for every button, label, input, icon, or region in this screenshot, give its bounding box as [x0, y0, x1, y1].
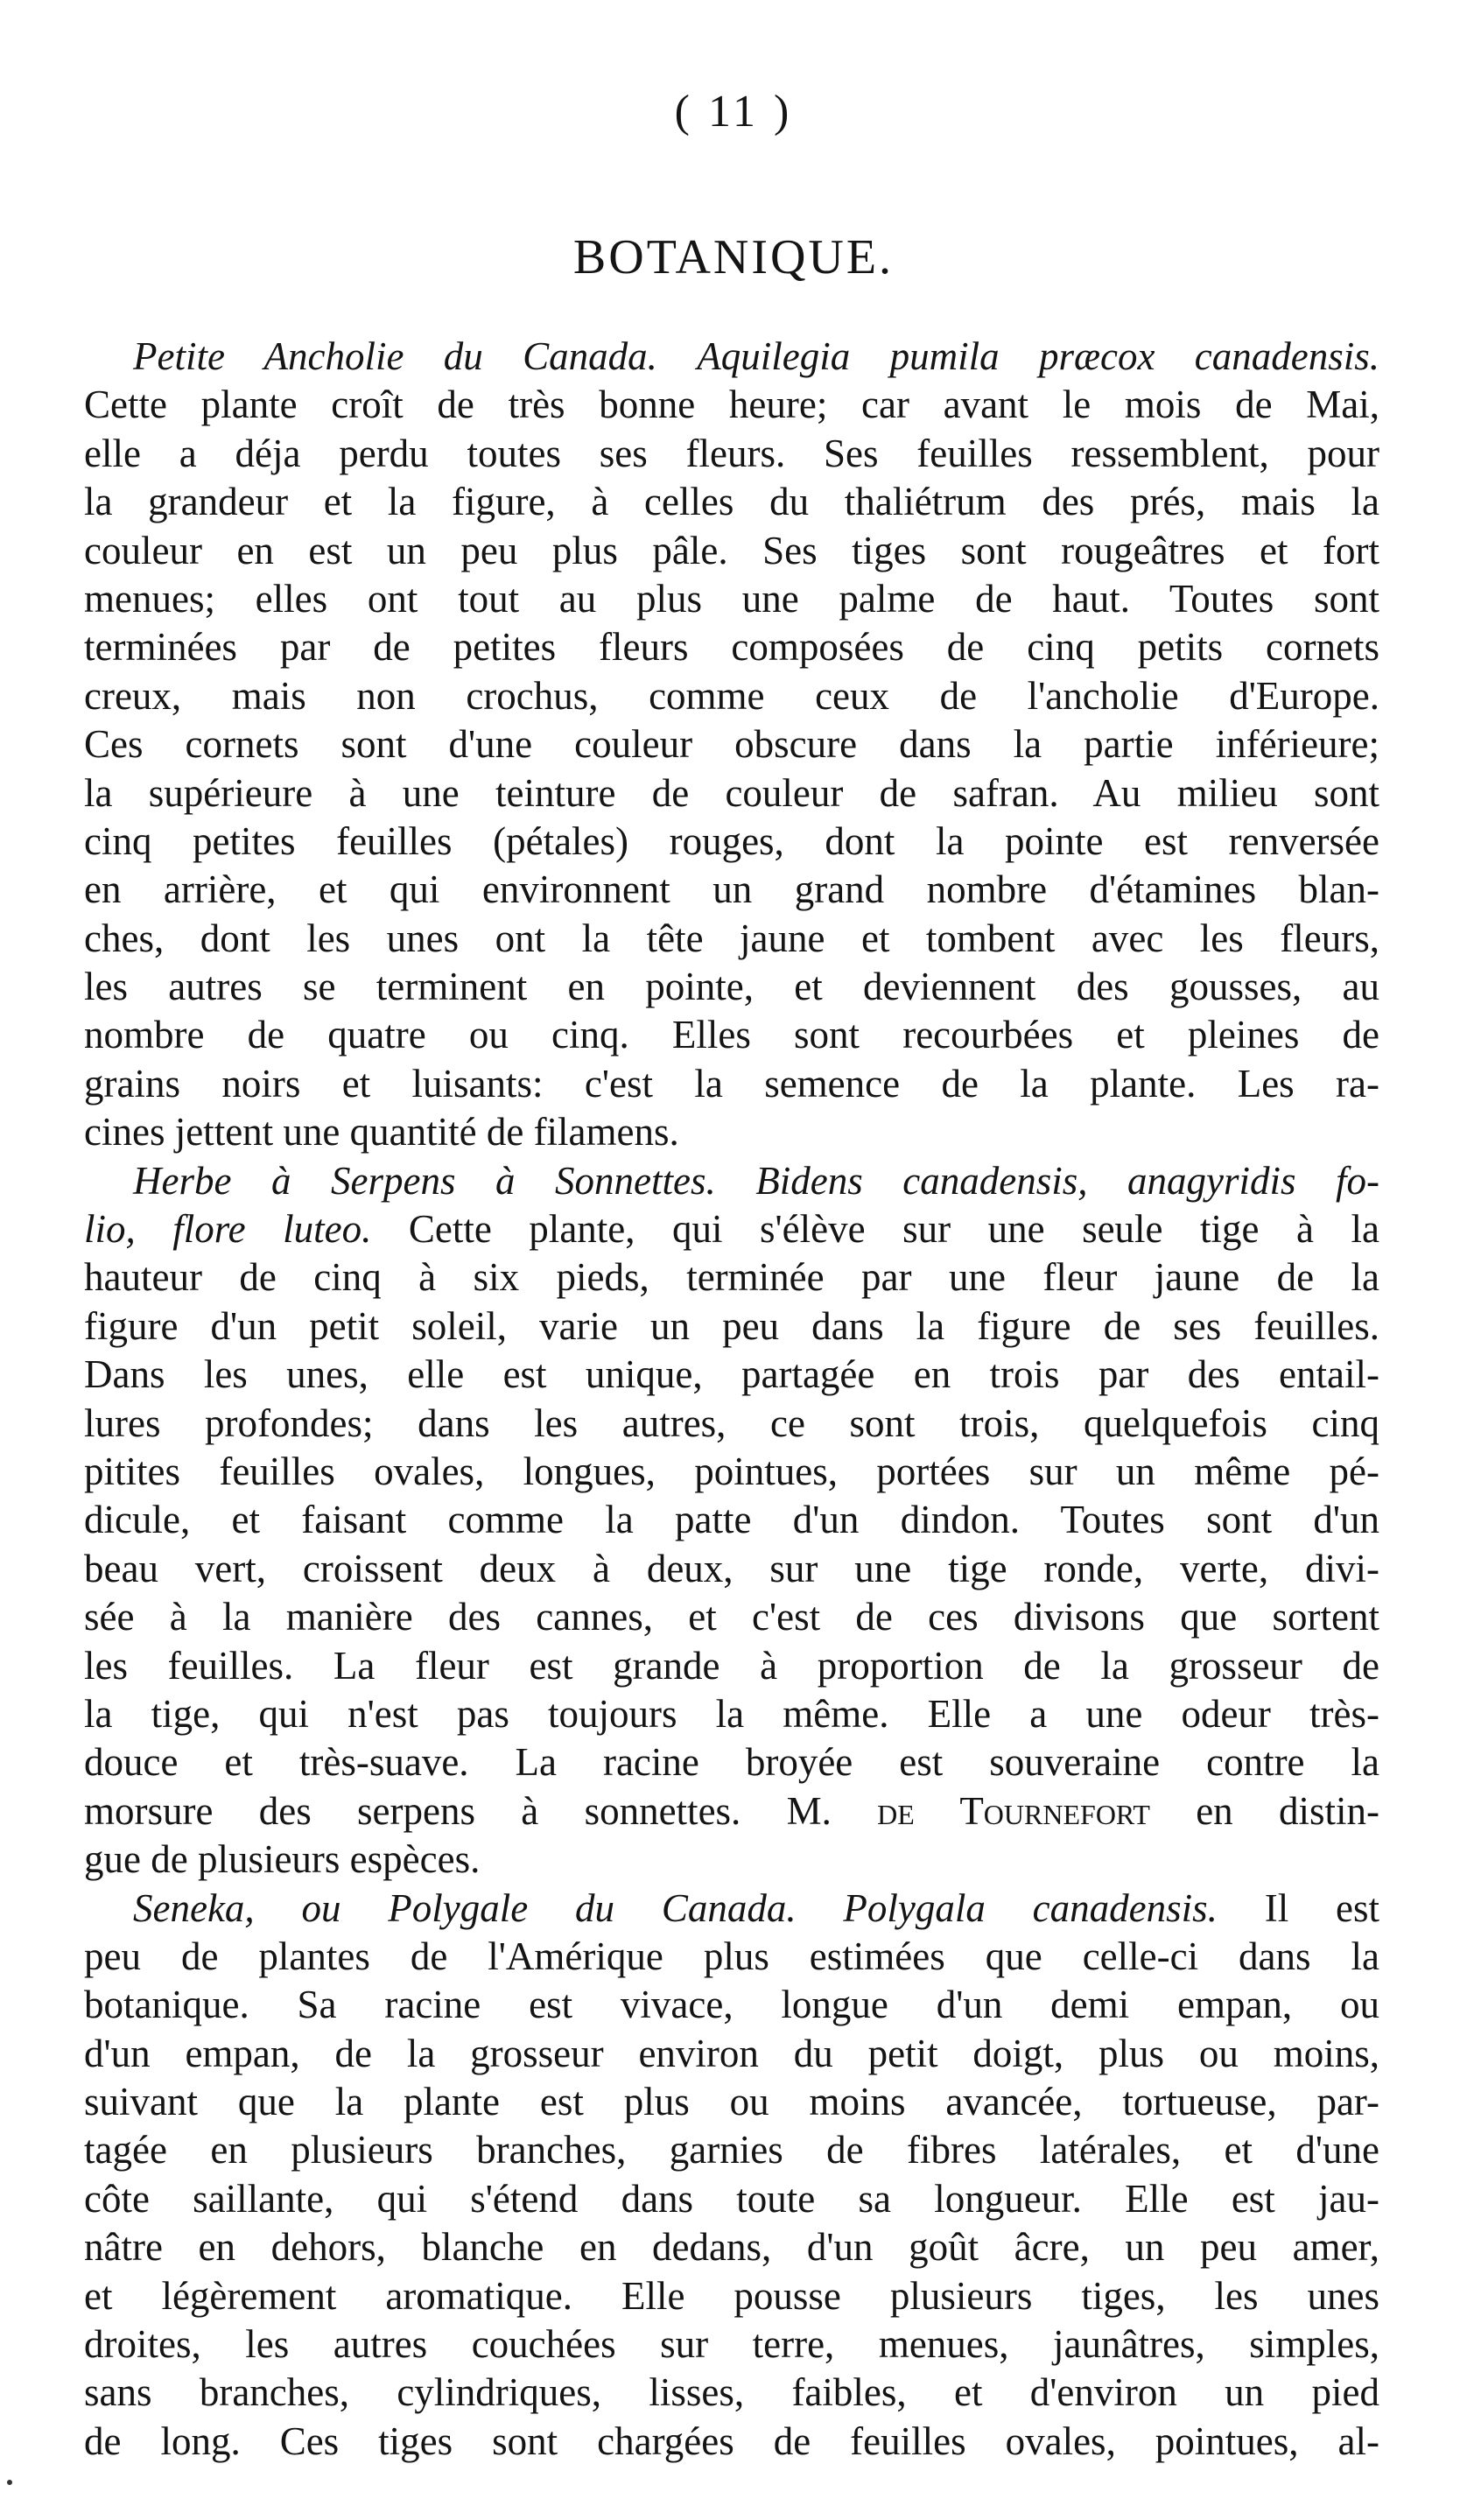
text-line	[84, 2030, 1379, 2078]
text-run: lures profondes; dans les autres, ce sont trois, quelquefois cinq	[84, 1400, 1379, 1445]
text-run: Ces cornets sont d'une couleur obscure dans la partie inférieure;	[84, 722, 1379, 767]
text-run: côte saillante, qui s'étend dans toute sa longueur. Elle est jau-	[84, 2176, 1379, 2221]
text-run: suivant que la plante est plus ou moins avancée, tortueuse, par-	[84, 2080, 1379, 2124]
text-run: hauteur de cinq à six pieds, terminée par une fleur jaune de la	[84, 1255, 1379, 1300]
text-line	[84, 1885, 1379, 1933]
text-line	[84, 2320, 1379, 2369]
text-line	[84, 527, 1379, 575]
text-run: peu de plantes de l'Amérique plus estimées que celle-ci dans la	[84, 1934, 1379, 1978]
text-line	[84, 430, 1379, 478]
text-line	[84, 1351, 1379, 1399]
text-run: en arrière, et qui environnent un grand nombre d'étamines blan-	[84, 867, 1379, 912]
text-line	[84, 1448, 1379, 1496]
italic-text-run: Bidens canadensis, anagyridis fo-	[755, 1158, 1379, 1203]
text-run: droites, les autres couchées sur terre, menues, jaunâtres, simples,	[84, 2322, 1379, 2367]
text-run: de long. Ces tiges sont chargées de feuilles ovales, pointues, al-	[84, 2418, 1379, 2463]
text-line	[84, 1981, 1379, 2029]
text-line	[84, 769, 1379, 818]
text-line	[84, 1302, 1379, 1351]
page-speck-mark	[7, 2480, 12, 2485]
text-run: Dans les unes, elle est unique, partagée en trois par des entail-	[84, 1352, 1379, 1397]
text-run: la supérieure à une teinture de couleur de safran. Au milieu sont	[84, 770, 1379, 815]
italic-text-run: Herbe à Serpens à Sonnettes.	[133, 1158, 716, 1203]
text-run: beau vert, croissent deux à deux, sur une tige ronde, verte, divi-	[84, 1546, 1379, 1590]
small-caps-name: de Tournefort	[877, 1788, 1150, 1833]
text-line	[84, 1060, 1379, 1108]
italic-text-run: lio, flore luteo.	[84, 1207, 372, 1252]
text-line	[84, 1642, 1379, 1690]
text-run: sée à la manière des cannes, et c'est de ces divisons que sortent	[84, 1595, 1379, 1639]
text-line	[84, 672, 1379, 720]
text-line	[84, 720, 1379, 769]
text-run: douce et très-suave. La racine broyée est souveraine contre la	[84, 1740, 1379, 1785]
text-line	[84, 1933, 1379, 1981]
text-line	[84, 2126, 1379, 2174]
text-run: les feuilles. La fleur est grande à proportion de la grosseur de	[84, 1643, 1379, 1688]
text-run: sans branches, cylindriques, lisses, faibles, et d'environ un pied	[84, 2370, 1379, 2415]
text-run: Cette plante, qui s'élève sur une seule tige à la	[371, 1207, 1379, 1252]
text-line	[84, 963, 1379, 1011]
section-title: BOTANIQUE.	[572, 230, 895, 284]
text-line	[84, 478, 1379, 526]
text-line	[84, 1836, 1379, 1884]
text-run: les autres se terminent en pointe, et deviennent des gousses, au	[84, 965, 1379, 1009]
text-run: botanique. Sa racine est vivace, longue d'un demi empan, ou	[84, 1983, 1379, 2027]
text-line	[84, 1496, 1379, 1544]
text-line	[84, 2175, 1379, 2223]
text-line	[84, 2078, 1379, 2126]
text-line	[84, 1690, 1379, 1738]
text-line	[84, 1253, 1379, 1302]
text-run: pitites feuilles ovales, longues, pointues, portées sur un même pé-	[84, 1449, 1379, 1493]
text-run: grains noirs et luisants: c'est la semence de la plante. Les ra-	[84, 1061, 1379, 1106]
text-run: Il est	[1217, 1885, 1379, 1930]
text-run: la grandeur et la figure, à celles du thaliétrum des prés, mais la	[84, 480, 1379, 524]
text-run: d'un empan, de la grosseur environ du petit doigt, plus ou moins,	[84, 2031, 1379, 2075]
text-run: creux, mais non crochus, comme ceux de l'ancholie d'Europe.	[84, 673, 1379, 718]
italic-text-run: Aquilegia pumila præcox canadensis.	[697, 334, 1379, 378]
text-line	[84, 2223, 1379, 2271]
text-run: Cette plante croît de très bonne heure; car avant le mois de Mai,	[84, 383, 1379, 427]
text-run: tagée en plusieurs branches, garnies de fibres latérales, et d'une	[84, 2128, 1379, 2173]
text-run: menues; elles ont tout au plus une palme de haut. Toutes sont	[84, 576, 1379, 621]
text-run: figure d'un petit soleil, varie un peu dans la figure de ses feuilles.	[84, 1303, 1379, 1348]
text-run: la tige, qui n'est pas toujours la même. Elle a une odeur très-	[84, 1691, 1379, 1736]
text-line	[84, 2418, 1379, 2466]
text-line	[84, 1738, 1379, 1786]
text-line	[84, 2272, 1379, 2320]
text-run: gue de plusieurs espèces.	[84, 1837, 481, 1882]
italic-text-run: Seneka, ou Polygale du Canada.	[133, 1885, 797, 1930]
body-text	[84, 333, 1379, 2466]
text-run	[797, 1886, 844, 1930]
text-run	[716, 1159, 756, 1203]
text-run: cinq petites feuilles (pétales) rouges, dont la pointe est renversée	[84, 818, 1379, 863]
text-line	[84, 1205, 1379, 1253]
text-line	[84, 623, 1379, 671]
text-line	[84, 575, 1379, 623]
text-line	[84, 1108, 1379, 1156]
text-run: ches, dont les unes ont la tête jaune et tombent avec les fleurs,	[84, 916, 1379, 960]
text-run: et légèrement aromatique. Elle pousse plusieurs tiges, les unes	[84, 2273, 1379, 2318]
text-line	[84, 1593, 1379, 1641]
text-line	[84, 1400, 1379, 1448]
text-run: nâtre en dehors, blanche en dedans, d'un goût âcre, un peu amer,	[84, 2225, 1379, 2270]
text-line	[84, 866, 1379, 914]
text-run	[657, 334, 697, 378]
text-line	[84, 1011, 1379, 1059]
text-run: morsure des serpens à sonnettes. M.	[84, 1788, 878, 1833]
text-run: terminées par de petites fleurs composées de cinq petits cornets	[84, 625, 1379, 670]
text-line	[84, 915, 1379, 963]
text-line	[84, 1545, 1379, 1593]
text-run: couleur en est un peu plus pâle. Ses tiges sont rougeâtres et fort	[84, 528, 1379, 572]
text-line	[84, 2369, 1379, 2417]
text-line	[84, 1787, 1379, 1836]
text-run: cines jettent une quantité de filamens.	[84, 1110, 679, 1155]
text-line	[84, 381, 1379, 429]
text-run: dicule, et faisant comme la patte d'un dindon. Toutes sont d'un	[84, 1498, 1379, 1542]
text-line	[84, 333, 1379, 381]
text-run: nombre de quatre ou cinq. Elles sont recourbées et pleines de	[84, 1013, 1379, 1057]
text-run: en distin-	[1149, 1788, 1379, 1833]
text-line	[84, 1157, 1379, 1205]
italic-text-run: Petite Ancholie du Canada.	[133, 334, 657, 378]
text-line	[84, 818, 1379, 866]
page-number: ( 11 )	[674, 87, 793, 137]
text-run: elle a déja perdu toutes ses fleurs. Ses feuilles ressemblent, pour	[84, 431, 1379, 475]
italic-text-run: Polygala canadensis.	[843, 1885, 1218, 1930]
